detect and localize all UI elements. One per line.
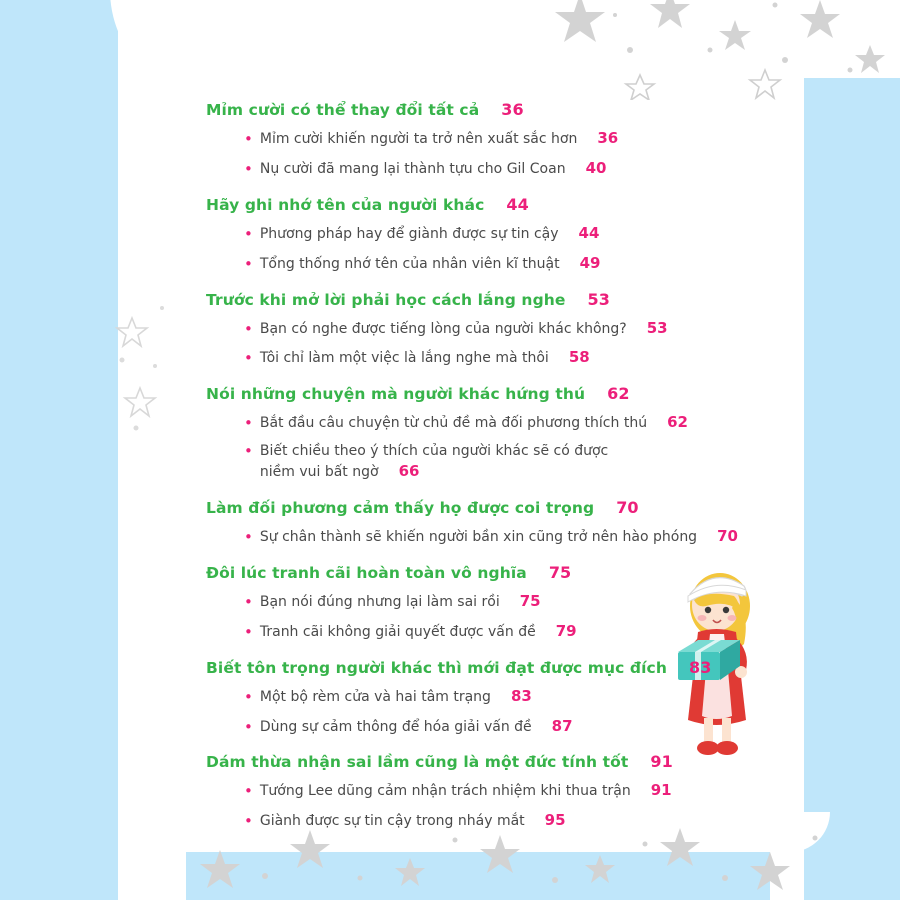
toc-subitem-text: Bạn nói đúng nhưng lại làm sai rồi <box>259 593 500 610</box>
toc-chapter-page: 44 <box>506 194 529 214</box>
toc-chapter-title: Đôi lúc tranh cãi hoàn toàn vô nghĩa <box>206 563 527 582</box>
toc-chapter[interactable] <box>206 498 786 517</box>
table-of-contents <box>206 84 786 833</box>
toc-subitem-page: 83 <box>510 686 532 705</box>
toc-chapter[interactable] <box>206 290 786 309</box>
toc-entry <box>206 752 786 831</box>
toc-chapter-title: Trước khi mở lời phải học cách lắng nghe <box>206 290 566 309</box>
toc-subitem-text: Mỉm cười khiến người ta trở nên xuất sắc hơn <box>259 131 578 147</box>
toc-chapter-page: 36 <box>501 100 524 119</box>
toc-chapter-title: Biết tôn trọng người khác thì mới đạt được mục đích <box>206 658 667 677</box>
toc-subitem[interactable] <box>244 223 786 244</box>
bullet-icon: • <box>244 319 253 338</box>
toc-subitem-page: 53 <box>646 318 668 337</box>
toc-subitem-line2 <box>260 461 608 482</box>
toc-chapter-page: 62 <box>607 384 630 404</box>
bullet-icon: • <box>244 717 253 736</box>
toc-subitem-text: Phương pháp hay để giành được sự tin cậy <box>259 225 559 242</box>
toc-subitem-page: 75 <box>519 591 541 610</box>
toc-chapter-page: 91 <box>650 752 673 772</box>
toc-subitem-text: Tướng Lee dũng cảm nhận trách nhiệm khi thua trận <box>259 783 631 800</box>
toc-subitem-page: 49 <box>579 253 601 272</box>
toc-subitem-text: Dùng sự cảm thông để hóa giải vấn đề <box>259 718 532 735</box>
toc-subitem[interactable] <box>244 780 786 801</box>
page-frame-left-inner <box>118 0 186 900</box>
toc-subitem-text: Sự chân thành sẽ khiến người bần xin cũng trở nên hào phóng <box>259 529 698 546</box>
toc-entry <box>206 563 786 642</box>
toc-entry <box>206 658 786 737</box>
toc-chapter-title: Hãy ghi nhớ tên của người khác <box>206 195 485 214</box>
toc-subitem[interactable] <box>244 442 786 482</box>
bullet-icon: • <box>244 130 253 148</box>
toc-subitem-text: Giành được sự tin cậy trong nháy mắt <box>259 813 525 830</box>
toc-subitem[interactable] <box>244 412 786 433</box>
toc-subitem-page: 70 <box>717 527 738 546</box>
bullet-icon: • <box>244 349 253 368</box>
toc-subitem[interactable] <box>244 810 786 831</box>
toc-subitem[interactable] <box>244 253 786 274</box>
toc-subitem[interactable] <box>244 716 786 737</box>
toc-chapter[interactable] <box>206 384 786 403</box>
toc-chapter[interactable] <box>206 658 786 677</box>
bullet-icon: • <box>244 442 253 461</box>
toc-subitem-page: 79 <box>555 621 577 640</box>
toc-entry <box>206 100 786 179</box>
toc-subitem[interactable] <box>244 128 786 149</box>
toc-subitem[interactable] <box>244 158 786 179</box>
bullet-icon: • <box>244 528 253 547</box>
toc-subitem-page: 62 <box>667 413 688 432</box>
toc-subitem-page: 36 <box>597 129 619 147</box>
bullet-icon: • <box>244 592 253 611</box>
toc-subitem-text-continued: niềm vui bất ngờ <box>259 464 379 481</box>
toc-chapter-page: 75 <box>548 562 572 582</box>
toc-entry <box>206 498 786 547</box>
toc-subitem-page: 40 <box>585 158 607 177</box>
toc-chapter[interactable] <box>206 752 786 771</box>
toc-chapter-title: Nói những chuyện mà người khác hứng thú <box>206 385 586 404</box>
toc-entry <box>206 290 786 369</box>
toc-chapter-page: 83 <box>688 657 712 677</box>
toc-subitem-page: 87 <box>551 716 573 735</box>
toc-subitem[interactable] <box>244 686 786 707</box>
toc-chapter-page: 70 <box>616 498 639 518</box>
toc-subitem-text: Bạn có nghe được tiếng lòng của người khác không? <box>259 320 627 337</box>
toc-subitem-text: Nụ cười đã mang lại thành tựu cho Gil Coan <box>259 160 566 177</box>
bullet-icon: • <box>244 687 253 706</box>
toc-subitem[interactable] <box>244 318 786 339</box>
bullet-icon: • <box>244 782 253 801</box>
bullet-icon: • <box>244 159 253 178</box>
toc-chapter[interactable] <box>206 195 786 214</box>
page-frame-top <box>186 0 900 78</box>
toc-subitem-page: 91 <box>650 781 672 800</box>
toc-subitem-page: 66 <box>398 462 420 481</box>
toc-chapter-title: Dám thừa nhận sai lầm cũng là một đức tính tốt <box>206 753 629 772</box>
toc-subitem[interactable] <box>244 347 786 368</box>
toc-subitem-wrapped <box>260 442 608 482</box>
bullet-icon: • <box>244 224 253 243</box>
bullet-icon: • <box>244 254 253 273</box>
toc-chapter[interactable] <box>206 563 786 582</box>
toc-entry <box>206 384 786 482</box>
toc-subitem[interactable] <box>244 621 786 642</box>
toc-subitem-page: 44 <box>578 223 600 242</box>
toc-subitem-text: Biết chiều theo ý thích của người khác sẽ có được <box>259 443 609 460</box>
toc-subitem-page: 95 <box>544 811 566 830</box>
toc-subitem-text: Tranh cãi không giải quyết được vấn đề <box>259 623 536 640</box>
bullet-icon: • <box>244 812 253 831</box>
toc-subitem-text: Một bộ rèm cửa và hai tâm trạng <box>259 688 491 705</box>
toc-chapter-title: Mỉm cười có thể thay đổi tất cả <box>206 101 480 119</box>
toc-subitem-text: Bắt đầu câu chuyện từ chủ đề mà đối phương thích thú <box>259 415 648 432</box>
bullet-icon: • <box>244 622 253 641</box>
toc-subitem[interactable] <box>244 526 786 547</box>
toc-chapter-page: 53 <box>587 289 610 309</box>
toc-chapter[interactable] <box>206 100 786 119</box>
toc-chapter-title: Làm đối phương cảm thấy họ được coi trọng <box>206 499 595 518</box>
toc-subitem-text: Tổng thống nhớ tên của nhân viên kĩ thuật <box>259 255 560 272</box>
toc-subitem-text: Tôi chỉ làm một việc là lắng nghe mà thôi <box>259 350 549 367</box>
bullet-icon: • <box>244 414 253 433</box>
toc-entry <box>206 195 786 274</box>
toc-subitem-page: 58 <box>568 348 590 367</box>
toc-subitem[interactable] <box>244 591 786 612</box>
